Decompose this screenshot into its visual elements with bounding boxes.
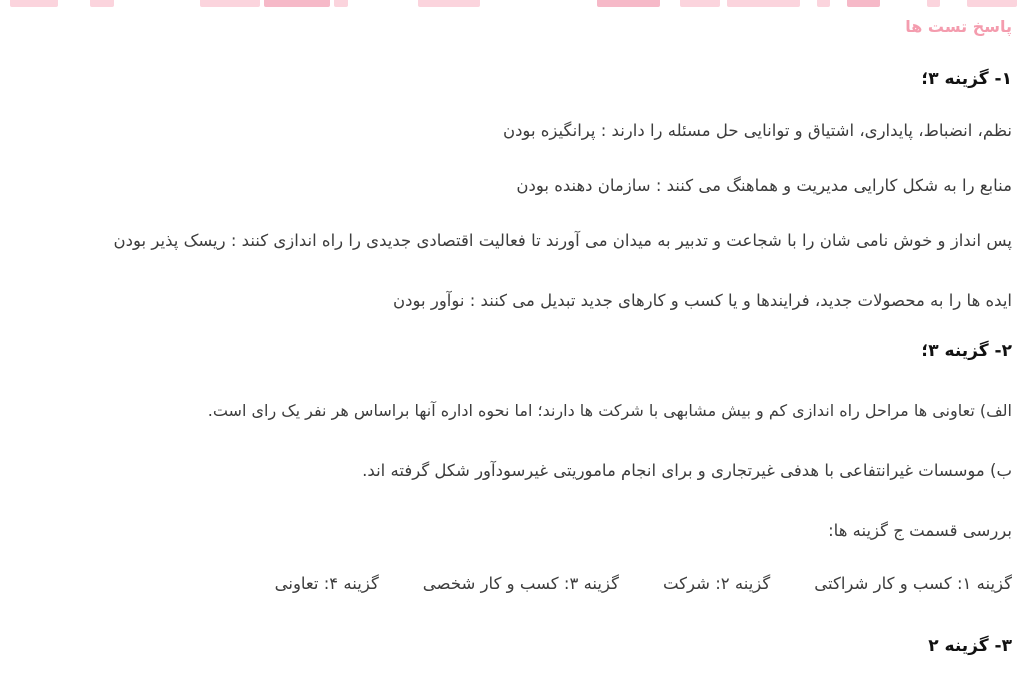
answer-2-line-alef: الف) تعاونی ها مراحل راه اندازی کم و بیش مشابهی با شرکت ها دارند؛ اما نحوه اداره آنها براساس هر نفر یک رای است.: [207, 401, 1012, 420]
option-1: گزینه ۱: کسب و کار شراکتی: [814, 574, 1012, 593]
answer-2-options-row: [275, 574, 1012, 595]
answer-3-heading: ۳- گزینه ۲: [928, 636, 1012, 656]
highlight-fragment: [847, 0, 880, 7]
highlight-fragment: [817, 0, 830, 7]
highlight-fragment: [927, 0, 940, 7]
highlight-fragment: [967, 0, 1017, 7]
highlight-fragment: [597, 0, 660, 7]
answer-1-line-risk-taker: پس انداز و خوش نامی شان را با شجاعت و تدبیر به میدان می آورند تا فعالیت اقتصادی جدیدی را راه اندازی کنند : ریسک پذیر بودن: [113, 231, 1012, 250]
option-4: گزینه ۴: تعاونی: [274, 574, 379, 593]
highlight-fragment: [680, 0, 720, 7]
answer-1-line-innovator: ایده ها را به محصولات جدید، فرایندها و یا کسب و کارهای جدید تبدیل می کنند : نوآور بودن: [393, 291, 1012, 310]
highlight-fragment: [727, 0, 800, 7]
answer-2-line-be: ب) موسسات غیرانتفاعی با هدفی غیرتجاری و برای انجام ماموریتی غیرسودآور شکل گرفته اند.: [362, 461, 1012, 480]
answer-2-heading: ۲- گزینه ۳؛: [921, 341, 1012, 361]
answer-1-line-organizer: منابع را به شکل کارایی مدیریت و هماهنگ می کنند : سازمان دهنده بودن: [516, 176, 1012, 195]
highlight-fragment: [418, 0, 480, 7]
highlight-fragment: [10, 0, 58, 7]
page-title: پاسخ تست ها: [905, 17, 1012, 36]
option-2: گزینه ۲: شرکت: [662, 574, 771, 593]
highlight-fragment: [200, 0, 260, 7]
highlight-fragment: [90, 0, 114, 7]
highlight-fragment: [264, 0, 330, 7]
option-3: گزینه ۳: کسب و کار شخصی: [422, 574, 619, 593]
answer-1-heading: ۱- گزینه ۳؛: [921, 69, 1012, 89]
answer-1-line-motivated: نظم، انضباط، پایداری، اشتیاق و توانایی حل مسئله را دارند : پرانگیزه بودن: [502, 121, 1012, 140]
answer-2-review-label: بررسی قسمت ج گزینه ها:: [828, 521, 1012, 540]
highlight-fragment: [334, 0, 348, 7]
